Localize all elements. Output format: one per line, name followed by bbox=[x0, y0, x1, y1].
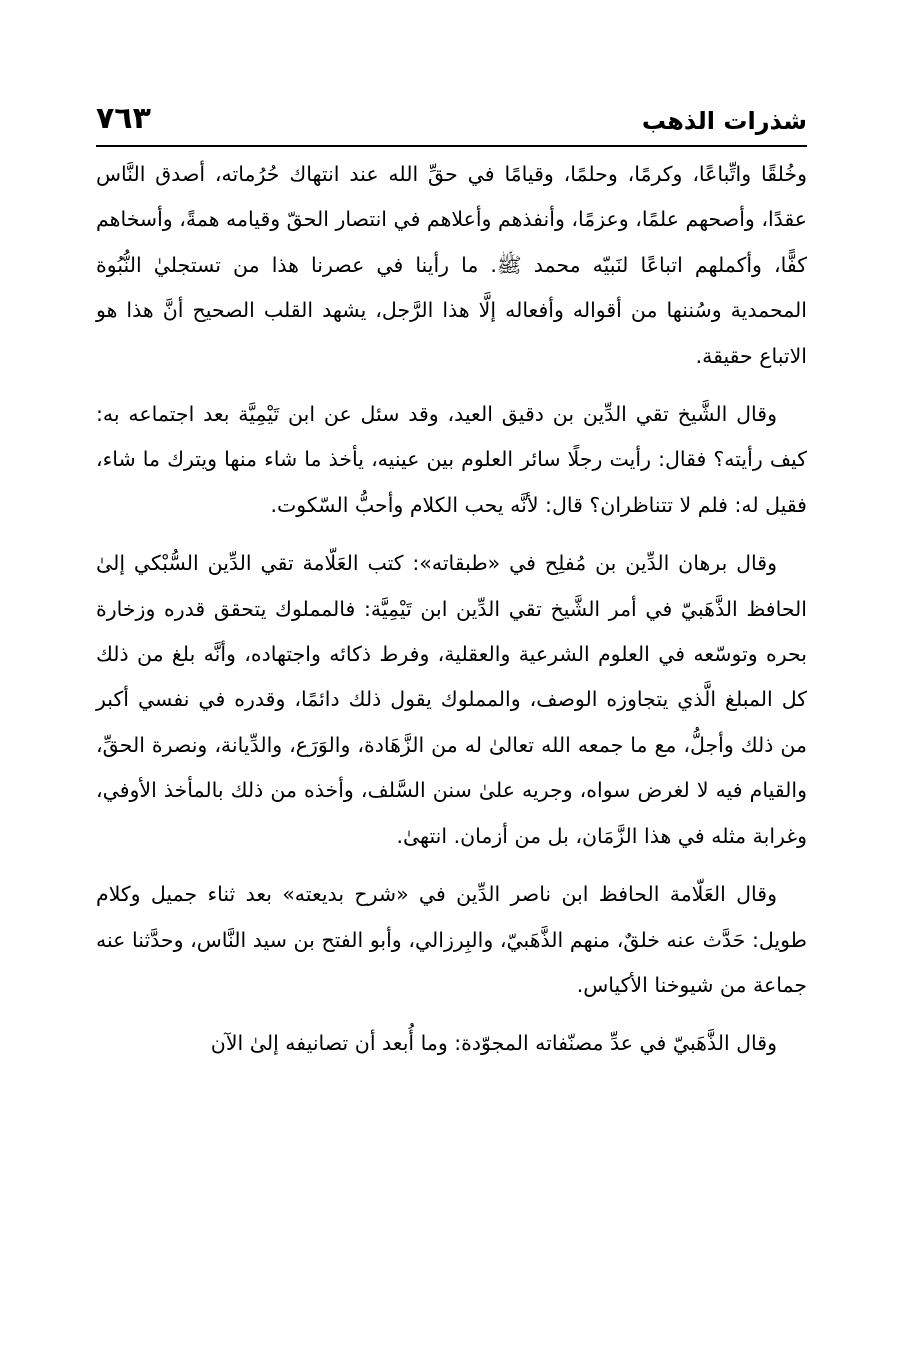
paragraph: وقال الشَّيخ تقي الدِّين بن دقيق العيد، وقد سئل عن ابن تَيْمِيَّة بعد اجتماعه به: كيف رأيته؟ فقال: رأيت رجلًا سائر العلوم بين عينيه، يأخذ ما شاء منها ويترك ما شاء، فقيل له: فلم لا تتناظران؟ قال: لأنَّه يحب الكلام وأحبُّ السّكوت. bbox=[96, 402, 807, 517]
paragraph: وقال برهان الدِّين بن مُفلِح في «طبقاته»: كتب العَلّامة تقي الدِّين السُّبْكي إلىٰ الحافظ الذَّهَبيّ في أمر الشَّيخ تقي الدِّين ابن تَيْمِيَّة: فالمملوك يتحقق قدره وزخارة بحره وتوسّعه في العلوم الشرعية والعقلية، وفرط ذكائه واجتهاده، وأنَّه بلغ من ذلك كل المبلغ الَّذي يتجاوزه الوصف، والمملوك يقول ذلك دائمًا، وقدره في نفسي أكبر من ذلك وأجلُّ، مع ما جمعه الله تعالىٰ له من الزَّهَادة، والوَرَع، والدِّيانة، ونصرة الحقِّ، والقيام فيه لا لغرض سواه، وجريه علىٰ سنن السَّلف، وأخذه من ذلك بالمأخذ الأوفي، وغرابة مثله في هذا الزَّمَان، بل من أزمان. انتهىٰ. bbox=[96, 551, 807, 848]
body-text bbox=[96, 152, 807, 1067]
page-number: ٧٦٣ bbox=[96, 101, 151, 136]
page-header bbox=[96, 100, 807, 140]
running-title: شذرات الذهب bbox=[641, 107, 807, 135]
header-divider bbox=[96, 145, 807, 147]
paragraph: وخُلقًا واتِّباعًا، وكرمًا، وحلمًا، وقيامًا في حقِّ الله عند انتهاك حُرُماته، أصدق النَّاس عقدًا، وأصحهم علمًا، وعزمًا، وأنفذهم وأعلاهم في انتصار الحقّ وقيامه همةً، وأسخاهم كفًّا، وأكملهم اتباعًا لنَبيّه محمد ﷺ. ما رأينا في عصرنا هذا من تستجليٰ النُّبُوة المحمدية وسُننها من أقواله وأفعاله إلَّا هذا الرَّجل، يشهد القلب الصحيح أنَّ هذا هو الاتباع حقيقة. bbox=[96, 162, 807, 368]
paragraph: وقال العَلّامة الحافظ ابن ناصر الدِّين في «شرح بديعته» بعد ثناء جميل وكلام طويل: حَدَّث عنه خلقٌ، منهم الذَّهَبيّ، والبِرزالي، وأبو الفتح بن سيد النَّاس، وحدَّثنا عنه جماعة من شيوخنا الأكياس. bbox=[96, 882, 807, 997]
paragraph: وقال الذَّهَبيّ في عدِّ مصنّفاته المجوّدة: وما أُبعد أن تصانيفه إلىٰ الآن bbox=[210, 1031, 777, 1056]
